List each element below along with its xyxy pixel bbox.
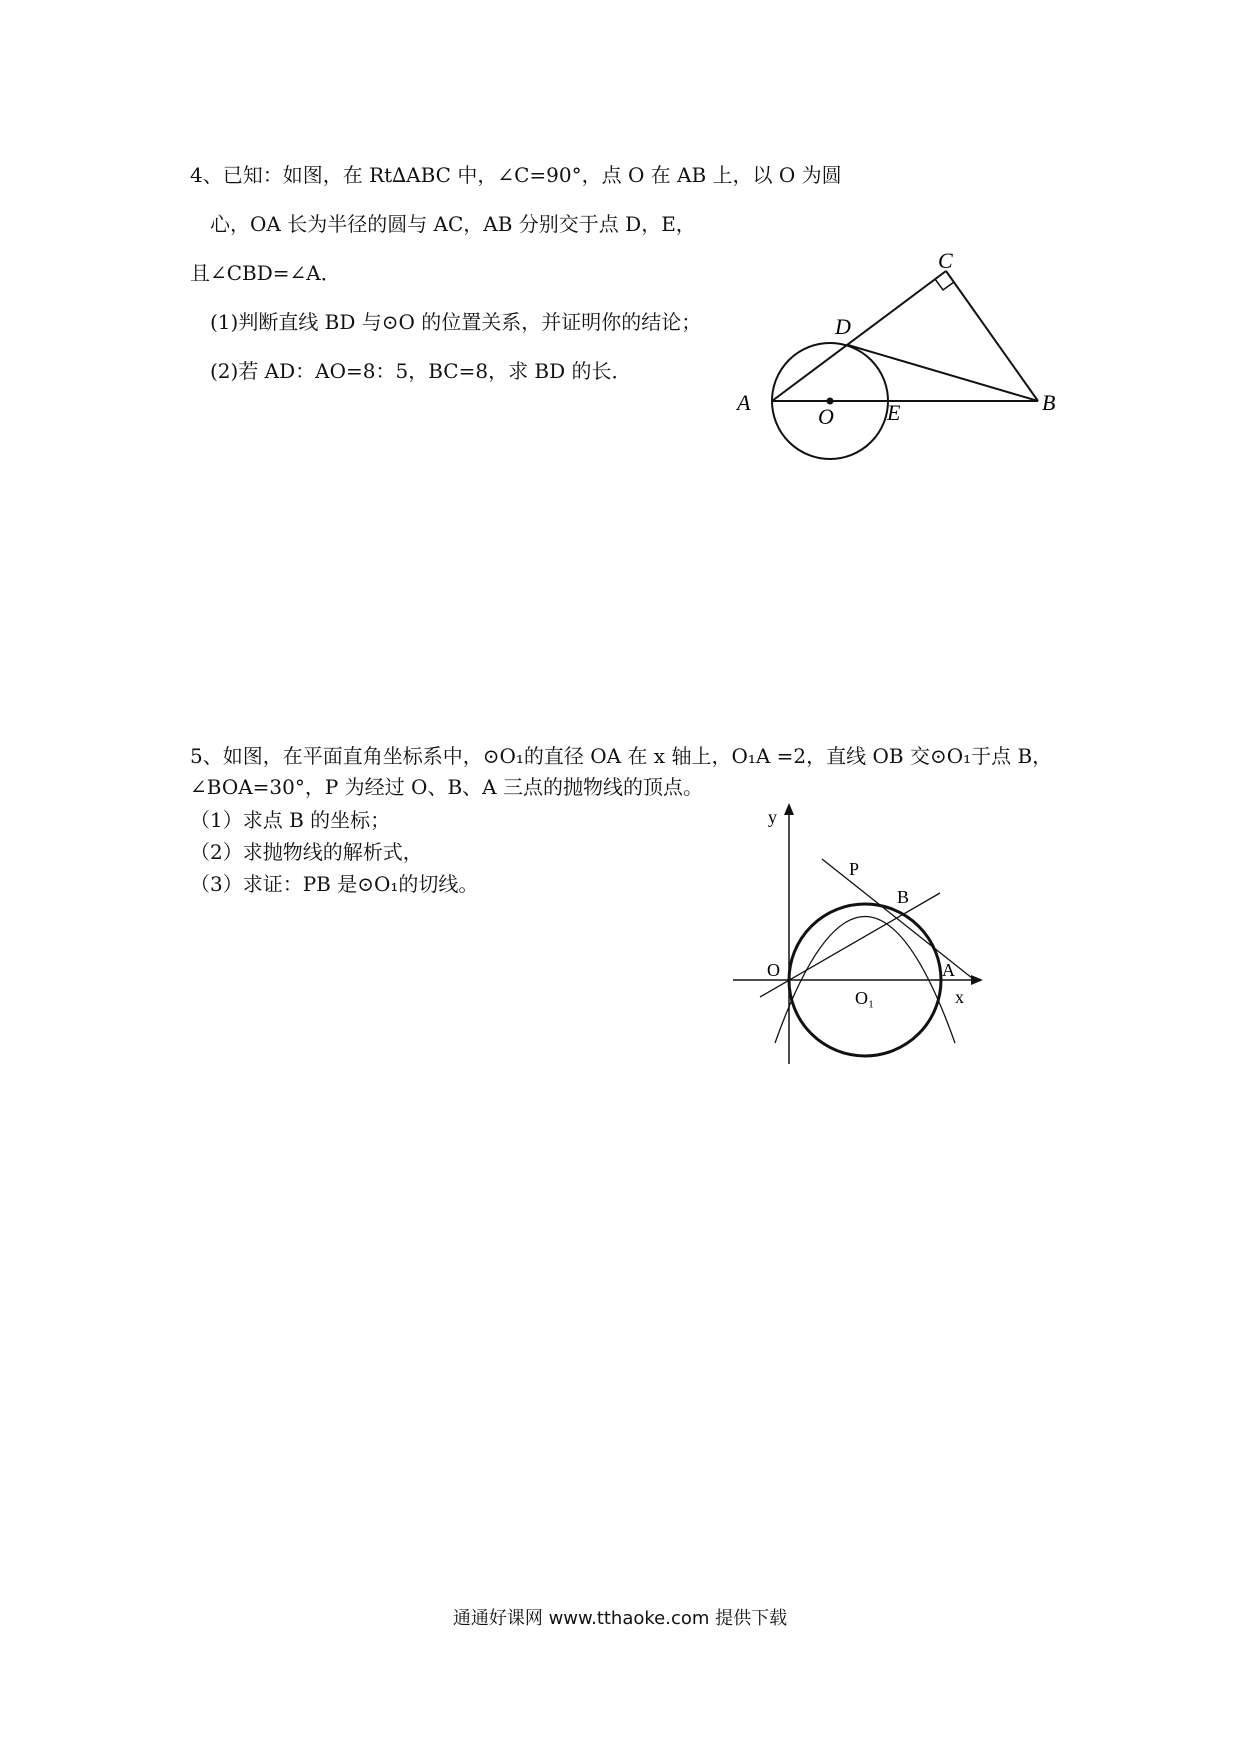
q4-label-c: C — [938, 248, 953, 273]
q5-label-b: B — [897, 887, 910, 907]
q4-label-e: E — [887, 400, 901, 425]
q4-label-b: B — [1042, 390, 1056, 415]
q4-label-a: A — [737, 390, 751, 415]
footer-text: 通通好课网 www.tthaoke.com 提供下载 — [452, 1608, 788, 1629]
q5-x-arrow — [971, 975, 983, 985]
q4-right-angle-mark — [935, 279, 954, 290]
q5-figure — [720, 790, 1000, 1070]
q5-label-y: y — [768, 807, 777, 827]
q5-part-1: （1）求点 B 的坐标； — [190, 808, 391, 832]
q4-figure — [720, 240, 1070, 470]
q4-line-1: 4、已知：如图，在 Rt∆ABC 中，∠C=90°，点 O 在 AB 上，以 O 为圆 — [190, 163, 842, 187]
q5-line-2: ∠BOA=30°，P 为经过 O、B、A 三点的抛物线的顶点。 — [190, 775, 703, 799]
q5-label-a: A — [942, 960, 955, 980]
q5-part-3: （3）求证：PB 是⊙O₁的切线。 — [190, 872, 479, 896]
q4-label-d: D — [835, 314, 851, 339]
q5-line-1: 5、如图，在平面直角坐标系中，⊙O₁的直径 OA 在 x 轴上，O₁A =2，直线 OB 交⊙O₁于点 B， — [190, 744, 1053, 768]
q5-line-ob — [760, 893, 940, 997]
q4-line-3: 且∠CBD=∠A． — [190, 261, 341, 285]
q4-label-o: O — [818, 404, 834, 429]
q4-line-2: 心，OA 长为半径的圆与 AC，AB 分别交于点 D，E， — [210, 212, 696, 236]
q4-line-ac — [772, 271, 946, 401]
q5-label-p: P — [849, 859, 860, 879]
q4-line-cb — [946, 271, 1038, 401]
q5-label-o1: O₁ — [855, 988, 875, 1008]
q4-line-db — [848, 345, 1038, 401]
q5-label-x: x — [955, 987, 964, 1007]
q5-part-2: （2）求抛物线的解析式， — [190, 840, 423, 864]
q4-part-1: (1)判断直线 BD 与⊙O 的位置关系，并证明你的结论； — [210, 310, 702, 334]
q5-y-arrow — [784, 803, 794, 815]
q4-part-2: (2)若 AD：AO=8：5，BC=8，求 BD 的长． — [210, 359, 632, 383]
q5-label-o: O — [767, 960, 780, 980]
